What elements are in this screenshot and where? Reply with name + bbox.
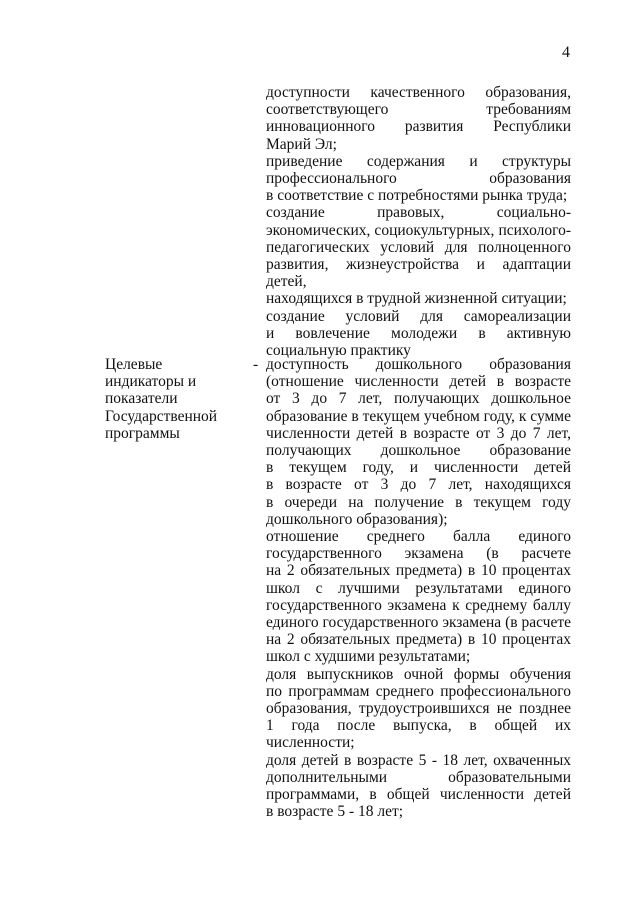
text-line: 1 года после выпуска, в общей их xyxy=(266,717,571,735)
text-line: в возрасте от 3 до 7 лет, находящихся xyxy=(266,476,571,494)
text-line: от 3 до 7 лет, получающих дошкольное xyxy=(266,390,571,408)
section-label xyxy=(105,356,245,442)
text-line: численности детей в возрасте от 3 до 7 лет, xyxy=(266,424,571,442)
text-line: школ с худшими результатами; xyxy=(266,648,471,666)
label-dash: - xyxy=(253,356,259,373)
text-line: в очереди на получение в текущем году xyxy=(266,493,571,511)
text-line: в соответствие с потребностями рынка труда; xyxy=(266,187,568,205)
text-line: социальную практику xyxy=(266,342,411,360)
text-line: образование в текущем учебном году, к сумме xyxy=(266,407,571,425)
text-line: на 2 обязательных предмета) в 10 процентах xyxy=(266,562,571,580)
text-line: доля детей в возрасте 5 - 18 лет, охваченных xyxy=(266,751,571,769)
text-line: единого государственного экзамена (в расчете xyxy=(266,614,571,632)
text-line: развития, жизнеустройства и адаптации детей, xyxy=(266,256,571,291)
indicator-paragraph xyxy=(266,752,571,821)
text-line: школ с лучшими результатами единого xyxy=(266,579,571,597)
text-line: экономических, социокультурных, психолого- xyxy=(266,221,571,239)
text-line: дошкольного образования); xyxy=(266,510,448,528)
goal-paragraph xyxy=(266,153,571,205)
text-line: доля выпускников очной формы обучения xyxy=(266,665,571,683)
text-line: дополнительными образовательными xyxy=(266,768,571,786)
goal-paragraph xyxy=(266,204,571,307)
text-line: государственного экзамена (в расчете xyxy=(266,545,571,563)
section-label-line: индикаторы и xyxy=(105,373,197,391)
indicator-paragraph xyxy=(266,666,571,752)
section-label-line: показатели xyxy=(105,390,178,408)
text-line: доступности качественного образования, xyxy=(266,84,571,101)
text-line: и вовлечение молодежи в активную xyxy=(266,324,571,342)
text-line: на 2 обязательных предмета) в 10 процентах xyxy=(266,631,571,649)
text-line: государственного экзамена к среднему баллу xyxy=(266,596,571,614)
text-line: создание правовых, социально- xyxy=(266,204,571,222)
text-line: в текущем году, и численности детей xyxy=(266,459,571,477)
section-label-line: Государственной xyxy=(105,407,218,425)
goal-paragraph xyxy=(266,308,571,360)
text-line: (отношение численности детей в возрасте xyxy=(266,373,571,391)
text-line: профессионального образования xyxy=(266,170,571,188)
text-line: доступность дошкольного образования xyxy=(266,356,571,373)
text-line: инновационного развития Республики xyxy=(266,118,571,136)
text-line: педагогических условий для полноценного xyxy=(266,238,571,256)
goals-continuation-block xyxy=(266,84,571,359)
text-line: создание условий для самореализации xyxy=(266,307,571,325)
page-number: 4 xyxy=(562,44,570,61)
indicator-paragraph xyxy=(266,528,571,666)
goal-paragraph xyxy=(266,84,571,153)
indicator-paragraph xyxy=(266,356,571,528)
text-line: Марий Эл; xyxy=(266,135,337,153)
text-line: соответствующего требованиям xyxy=(266,101,571,119)
section-label-line: Целевые xyxy=(105,356,163,373)
text-line: в возрасте 5 - 18 лет; xyxy=(266,803,404,821)
text-line: находящихся в трудной жизненной ситуации; xyxy=(266,290,567,308)
text-line: приведение содержания и структуры xyxy=(266,152,571,170)
text-line: программами, в общей численности детей xyxy=(266,786,571,804)
text-line: численности; xyxy=(266,734,355,752)
text-line: получающих дошкольное образование xyxy=(266,442,571,460)
text-line: по программам среднего профессионального xyxy=(266,682,571,700)
section-label-line: программы xyxy=(105,424,180,442)
indicators-list xyxy=(266,356,571,820)
text-line: образования, трудоустроившихся не позднее xyxy=(266,700,571,718)
text-line: отношение среднего балла единого xyxy=(266,528,571,546)
